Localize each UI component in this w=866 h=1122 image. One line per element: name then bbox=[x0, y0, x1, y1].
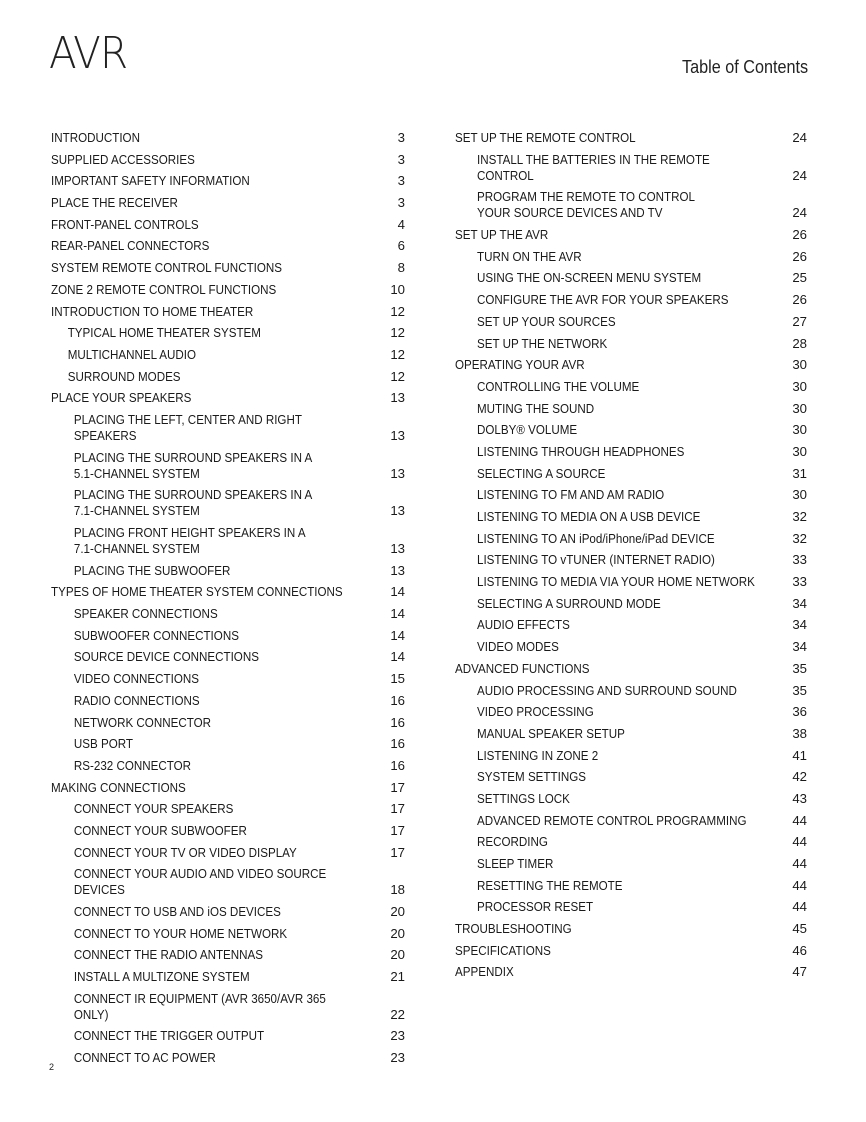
toc-entry bbox=[51, 866, 405, 898]
toc-entry-page: 34 bbox=[792, 639, 807, 655]
toc-entry-title: RS-232 CONNECTOR bbox=[73, 757, 192, 773]
toc-right-column bbox=[455, 130, 807, 986]
toc-entry bbox=[455, 314, 807, 330]
toc-entry bbox=[455, 227, 807, 243]
toc-entry bbox=[51, 487, 405, 519]
toc-entry-page: 30 bbox=[792, 422, 807, 438]
toc-entry-page: 12 bbox=[390, 346, 405, 362]
toc-entry-title: VIDEO MODES bbox=[477, 639, 559, 655]
toc-entry-page: 16 bbox=[390, 757, 405, 773]
toc-entry-title: AUDIO EFFECTS bbox=[477, 617, 570, 633]
toc-entry-title: LISTENING TO MEDIA ON A USB DEVICE bbox=[477, 509, 701, 524]
toc-entry-page: 36 bbox=[792, 704, 807, 720]
toc-entry bbox=[51, 801, 405, 817]
toc-entry-title: PROCESSOR RESET bbox=[477, 899, 594, 915]
toc-entry-title: NETWORK CONNECTOR bbox=[73, 714, 211, 730]
toc-entry bbox=[455, 152, 807, 184]
toc-entry-page: 17 bbox=[390, 844, 405, 860]
toc-entry bbox=[455, 509, 807, 525]
toc-entry-page: 42 bbox=[792, 769, 807, 785]
toc-entry-title: SPEAKER CONNECTIONS bbox=[73, 606, 218, 622]
toc-entry-title: RADIO CONNECTIONS bbox=[73, 692, 200, 708]
toc-entry-title: LISTENING TO AN iPod/iPhone/iPad DEVICE bbox=[477, 530, 715, 546]
toc-entry bbox=[51, 390, 405, 406]
toc-entry-title: LISTENING IN ZONE 2 bbox=[477, 747, 599, 763]
toc-entry-page: 45 bbox=[792, 921, 807, 937]
toc-entry-title: PROGRAM THE REMOTE TO CONTROL YOUR SOURCE DEVICES AND TV bbox=[477, 189, 695, 221]
toc-entry bbox=[51, 152, 405, 168]
toc-entry-page: 44 bbox=[792, 834, 807, 850]
toc-entry bbox=[51, 282, 405, 298]
toc-entry-page: 13 bbox=[390, 562, 405, 578]
toc-entry bbox=[455, 292, 807, 308]
toc-entry bbox=[455, 357, 807, 373]
toc-entry bbox=[455, 856, 807, 872]
toc-entry bbox=[455, 379, 807, 395]
toc-entry-page: 20 bbox=[390, 925, 405, 941]
toc-entry bbox=[51, 1050, 405, 1066]
toc-entry-page: 30 bbox=[792, 357, 807, 373]
toc-entry-page: 47 bbox=[792, 964, 807, 980]
toc-entry-page: 13 bbox=[390, 390, 405, 406]
toc-entry-page: 6 bbox=[397, 238, 405, 254]
toc-entry bbox=[455, 596, 807, 612]
toc-entry-page: 34 bbox=[792, 595, 807, 611]
toc-entry-page: 41 bbox=[792, 747, 807, 763]
toc-entry bbox=[455, 683, 807, 699]
toc-entry-page: 16 bbox=[390, 714, 405, 730]
toc-entry bbox=[455, 878, 807, 894]
toc-entry-page: 44 bbox=[792, 899, 807, 915]
toc-entry-title: VIDEO PROCESSING bbox=[477, 704, 594, 720]
toc-entry-title: AUDIO PROCESSING AND SURROUND SOUND bbox=[477, 682, 737, 698]
toc-entry bbox=[455, 704, 807, 720]
toc-entry-title: RECORDING bbox=[477, 834, 548, 850]
toc-entry bbox=[51, 260, 405, 276]
toc-entry-title: CONFIGURE THE AVR FOR YOUR SPEAKERS bbox=[477, 292, 729, 308]
toc-entry-page: 3 bbox=[397, 173, 405, 189]
toc-entry-page: 3 bbox=[397, 195, 405, 211]
toc-entry-page: 34 bbox=[792, 617, 807, 633]
toc-entry bbox=[51, 584, 405, 600]
toc-entry-page: 14 bbox=[390, 584, 405, 600]
toc-entry-page: 30 bbox=[792, 378, 807, 394]
toc-entry-page: 30 bbox=[792, 400, 807, 416]
toc-entry bbox=[455, 130, 807, 146]
toc-entry-title: CONNECT TO YOUR HOME NETWORK bbox=[73, 925, 288, 941]
toc-entry-title: SYSTEM REMOTE CONTROL FUNCTIONS bbox=[51, 260, 283, 276]
toc-entry-page: 23 bbox=[390, 1028, 405, 1044]
toc-entry-page: 46 bbox=[792, 942, 807, 958]
toc-entry bbox=[455, 189, 807, 221]
toc-entry bbox=[455, 834, 807, 850]
toc-entry-page: 3 bbox=[397, 130, 405, 145]
toc-entry bbox=[455, 466, 807, 482]
toc-entry-page: 35 bbox=[792, 682, 807, 698]
toc-entry-page: 24 bbox=[792, 130, 807, 145]
toc-entry-page: 15 bbox=[390, 671, 405, 687]
toc-entry-title: USING THE ON-SCREEN MENU SYSTEM bbox=[477, 270, 702, 286]
toc-entry-title: PLACING FRONT HEIGHT SPEAKERS IN A 7.1-CHANNEL SYSTEM bbox=[73, 525, 306, 556]
toc-entry-title: SETTINGS LOCK bbox=[477, 790, 570, 806]
toc-entry-page: 24 bbox=[792, 167, 807, 183]
toc-left-column bbox=[51, 130, 405, 1072]
toc-entry-page: 33 bbox=[792, 574, 807, 590]
toc-entry-title: PLACING THE SUBWOOFER bbox=[73, 562, 231, 578]
toc-entry-title: SET UP YOUR SOURCES bbox=[477, 313, 616, 329]
toc-entry-title: SPECIFICATIONS bbox=[455, 942, 551, 958]
toc-entry-page: 31 bbox=[792, 465, 807, 481]
toc-entry bbox=[51, 130, 405, 146]
toc-entry-title: CONNECT YOUR SPEAKERS bbox=[73, 801, 234, 817]
toc-entry-title: INSTALL A MULTIZONE SYSTEM bbox=[73, 969, 250, 985]
toc-entry-title: PLACE YOUR SPEAKERS bbox=[51, 390, 192, 406]
toc-entry-page: 13 bbox=[390, 503, 405, 519]
toc-entry bbox=[455, 336, 807, 352]
toc-entry-title: CONNECT YOUR TV OR VIDEO DISPLAY bbox=[73, 844, 297, 860]
toc-entry-page: 22 bbox=[390, 1006, 405, 1022]
toc-entry-page: 20 bbox=[390, 904, 405, 919]
toc-entry-title: FRONT-PANEL CONTROLS bbox=[51, 216, 199, 232]
toc-entry-title: CONNECT TO USB AND iOS DEVICES bbox=[73, 904, 281, 919]
toc-entry bbox=[51, 450, 405, 482]
toc-entry-page: 44 bbox=[792, 812, 807, 828]
toc-entry-page: 20 bbox=[390, 947, 405, 963]
toc-entry-title: LISTENING THROUGH HEADPHONES bbox=[477, 443, 685, 459]
toc-entry-page: 21 bbox=[390, 969, 405, 985]
toc-entry bbox=[455, 574, 807, 590]
toc-entry-page: 3 bbox=[397, 151, 405, 167]
toc-entry-title: SELECTING A SOURCE bbox=[477, 465, 606, 481]
toc-entry-page: 30 bbox=[792, 443, 807, 459]
toc-entry-page: 38 bbox=[792, 725, 807, 741]
toc-entry-title: TYPICAL HOME THEATER SYSTEM bbox=[67, 325, 261, 341]
toc-entry-title: MANUAL SPEAKER SETUP bbox=[477, 725, 625, 741]
toc-entry bbox=[51, 1028, 405, 1044]
toc-entry bbox=[51, 736, 405, 752]
toc-entry-title: SLEEP TIMER bbox=[477, 856, 554, 871]
toc-entry-page: 12 bbox=[390, 368, 405, 384]
toc-entry bbox=[455, 726, 807, 742]
toc-entry bbox=[455, 617, 807, 633]
toc-entry-page: 14 bbox=[390, 649, 405, 665]
toc-entry-title: ADVANCED REMOTE CONTROL PROGRAMMING bbox=[477, 812, 747, 828]
toc-entry bbox=[51, 715, 405, 731]
toc-entry bbox=[51, 845, 405, 861]
toc-entry-page: 17 bbox=[390, 801, 405, 817]
toc-entry-title: INSTALL THE BATTERIES IN THE REMOTE CONTROL bbox=[477, 151, 710, 183]
toc-entry-page: 17 bbox=[390, 779, 405, 795]
toc-entry-page: 14 bbox=[390, 606, 405, 622]
toc-entry bbox=[51, 758, 405, 774]
toc-entry-title: CONNECT THE TRIGGER OUTPUT bbox=[73, 1028, 265, 1044]
toc-entry bbox=[51, 173, 405, 189]
toc-entry-page: 23 bbox=[390, 1050, 405, 1066]
toc-entry-page: 26 bbox=[792, 227, 807, 243]
toc-entry bbox=[455, 921, 807, 937]
toc-entry bbox=[51, 325, 405, 341]
toc-entry-title: TURN ON THE AVR bbox=[477, 248, 582, 264]
toc-entry-page: 25 bbox=[792, 270, 807, 286]
toc-entry bbox=[455, 748, 807, 764]
toc-entry bbox=[455, 661, 807, 677]
toc-entry-title: MAKING CONNECTIONS bbox=[51, 779, 186, 795]
toc-entry bbox=[51, 969, 405, 985]
toc-entry bbox=[51, 606, 405, 622]
toc-entry-title: TYPES OF HOME THEATER SYSTEM CONNECTIONS bbox=[51, 584, 343, 600]
toc-entry-title: SET UP THE REMOTE CONTROL bbox=[455, 130, 636, 145]
toc-entry-page: 44 bbox=[792, 877, 807, 893]
toc-entry-title: RESETTING THE REMOTE bbox=[477, 877, 623, 893]
toc-entry bbox=[51, 369, 405, 385]
toc-entry bbox=[51, 823, 405, 839]
toc-entry-title: PLACING THE SURROUND SPEAKERS IN A 7.1-CHANNEL SYSTEM bbox=[73, 487, 313, 519]
toc-entry-title: SET UP THE AVR bbox=[455, 227, 549, 243]
toc-entry-title: INTRODUCTION bbox=[51, 130, 140, 145]
toc-entry-page: 35 bbox=[792, 660, 807, 676]
toc-entry-title: SUBWOOFER CONNECTIONS bbox=[73, 627, 239, 643]
toc-entry bbox=[455, 791, 807, 807]
toc-entry bbox=[455, 964, 807, 980]
toc-entry-title: INTRODUCTION TO HOME THEATER bbox=[51, 303, 254, 319]
toc-entry-title: CONNECT YOUR SUBWOOFER bbox=[73, 822, 247, 838]
page-title: Table of Contents bbox=[681, 57, 808, 77]
toc-entry-page: 26 bbox=[792, 292, 807, 308]
toc-entry-title: ZONE 2 REMOTE CONTROL FUNCTIONS bbox=[51, 281, 277, 297]
toc-entry-title: CONNECT IR EQUIPMENT (AVR 3650/AVR 365 ONLY) bbox=[73, 990, 326, 1022]
toc-entry-page: 32 bbox=[792, 530, 807, 546]
toc-entry-page: 4 bbox=[397, 216, 405, 232]
toc-entry-page: 32 bbox=[792, 509, 807, 524]
toc-entry-page: 26 bbox=[792, 248, 807, 264]
toc-entry bbox=[51, 347, 405, 363]
toc-entry-page: 16 bbox=[390, 736, 405, 752]
toc-entry-page: 16 bbox=[390, 692, 405, 708]
toc-entry-title: VIDEO CONNECTIONS bbox=[73, 671, 199, 687]
toc-entry-title: REAR-PANEL CONNECTORS bbox=[51, 238, 210, 254]
toc-entry bbox=[51, 947, 405, 963]
toc-entry-page: 43 bbox=[792, 790, 807, 806]
toc-entry bbox=[51, 304, 405, 320]
toc-entry bbox=[455, 249, 807, 265]
toc-entry-page: 12 bbox=[390, 303, 405, 319]
toc-entry-title: TROUBLESHOOTING bbox=[455, 921, 572, 937]
toc-entry-page: 12 bbox=[390, 325, 405, 341]
toc-entry bbox=[455, 813, 807, 829]
toc-entry-page: 13 bbox=[390, 427, 405, 443]
toc-entry bbox=[455, 639, 807, 655]
toc-entry bbox=[51, 195, 405, 211]
toc-entry-title: CONNECT TO AC POWER bbox=[73, 1050, 216, 1066]
toc-entry-title: MUTING THE SOUND bbox=[477, 400, 595, 416]
toc-entry bbox=[51, 904, 405, 920]
toc-entry bbox=[51, 238, 405, 254]
toc-entry bbox=[51, 217, 405, 233]
toc-entry bbox=[51, 991, 405, 1023]
toc-entry bbox=[455, 899, 807, 915]
toc-entry-page: 30 bbox=[792, 487, 807, 503]
toc-entry bbox=[51, 671, 405, 687]
toc-entry-title: OPERATING YOUR AVR bbox=[455, 357, 585, 373]
toc-entry-page: 28 bbox=[792, 335, 807, 351]
toc-entry-page: 27 bbox=[792, 313, 807, 329]
toc-entry bbox=[51, 649, 405, 665]
toc-entry-title: LISTENING TO MEDIA VIA YOUR HOME NETWORK bbox=[477, 574, 755, 590]
toc-entry-title: SOURCE DEVICE CONNECTIONS bbox=[73, 649, 259, 665]
toc-entry bbox=[51, 926, 405, 942]
toc-entry-page: 44 bbox=[792, 856, 807, 871]
toc-entry bbox=[51, 525, 405, 557]
toc-entry bbox=[51, 693, 405, 709]
toc-entry-title: CONNECT THE RADIO ANTENNAS bbox=[73, 947, 264, 963]
toc-entry-title: MULTICHANNEL AUDIO bbox=[67, 346, 197, 362]
toc-entry-title: IMPORTANT SAFETY INFORMATION bbox=[51, 173, 250, 189]
toc-entry-title: SYSTEM SETTINGS bbox=[477, 769, 586, 785]
toc-entry-page: 18 bbox=[390, 882, 405, 898]
toc-entry-title: LISTENING TO FM AND AM RADIO bbox=[477, 487, 665, 503]
toc-entry bbox=[455, 531, 807, 547]
toc-entry bbox=[455, 487, 807, 503]
avr-logo: AVR bbox=[49, 28, 128, 79]
toc-entry-page: 33 bbox=[792, 552, 807, 568]
toc-entry-page: 17 bbox=[390, 822, 405, 838]
toc-entry bbox=[455, 401, 807, 417]
toc-entry-title: CONNECT YOUR AUDIO AND VIDEO SOURCE DEVICES bbox=[73, 866, 327, 898]
toc-entry-title: PLACING THE SURROUND SPEAKERS IN A 5.1-CHANNEL SYSTEM bbox=[73, 449, 313, 481]
toc-entry bbox=[51, 412, 405, 444]
toc-entry-page: 13 bbox=[390, 465, 405, 481]
toc-entry-title: SELECTING A SURROUND MODE bbox=[477, 595, 661, 611]
toc-entry bbox=[455, 769, 807, 785]
toc-entry bbox=[51, 628, 405, 644]
toc-entry-title: SET UP THE NETWORK bbox=[477, 335, 608, 351]
toc-entry-title: ADVANCED FUNCTIONS bbox=[455, 660, 590, 676]
toc-entry-title: CONTROLLING THE VOLUME bbox=[477, 378, 640, 394]
toc-entry bbox=[51, 780, 405, 796]
toc-entry-title: PLACING THE LEFT, CENTER AND RIGHT SPEAKERS bbox=[73, 411, 302, 443]
toc-entry-title: SUPPLIED ACCESSORIES bbox=[51, 151, 195, 167]
toc-entry bbox=[455, 943, 807, 959]
toc-entry-page: 14 bbox=[390, 627, 405, 643]
toc-entry-title: LISTENING TO vTUNER (INTERNET RADIO) bbox=[477, 552, 715, 568]
toc-entry bbox=[455, 270, 807, 286]
toc-entry-title: APPENDIX bbox=[455, 964, 514, 980]
toc-entry bbox=[455, 444, 807, 460]
toc-entry-title: SURROUND MODES bbox=[67, 368, 181, 384]
toc-entry bbox=[455, 552, 807, 568]
toc-entry bbox=[455, 422, 807, 438]
toc-entry-title: USB PORT bbox=[73, 736, 134, 752]
page-number: 2 bbox=[49, 1062, 55, 1072]
toc-entry-page: 13 bbox=[390, 541, 405, 556]
toc-entry bbox=[51, 563, 405, 579]
toc-entry-page: 10 bbox=[390, 281, 405, 297]
toc-entry-title: DOLBY® VOLUME bbox=[477, 422, 578, 438]
toc-entry-page: 24 bbox=[792, 205, 807, 221]
toc-entry-page: 8 bbox=[397, 260, 405, 276]
toc-entry-title: PLACE THE RECEIVER bbox=[51, 195, 178, 211]
